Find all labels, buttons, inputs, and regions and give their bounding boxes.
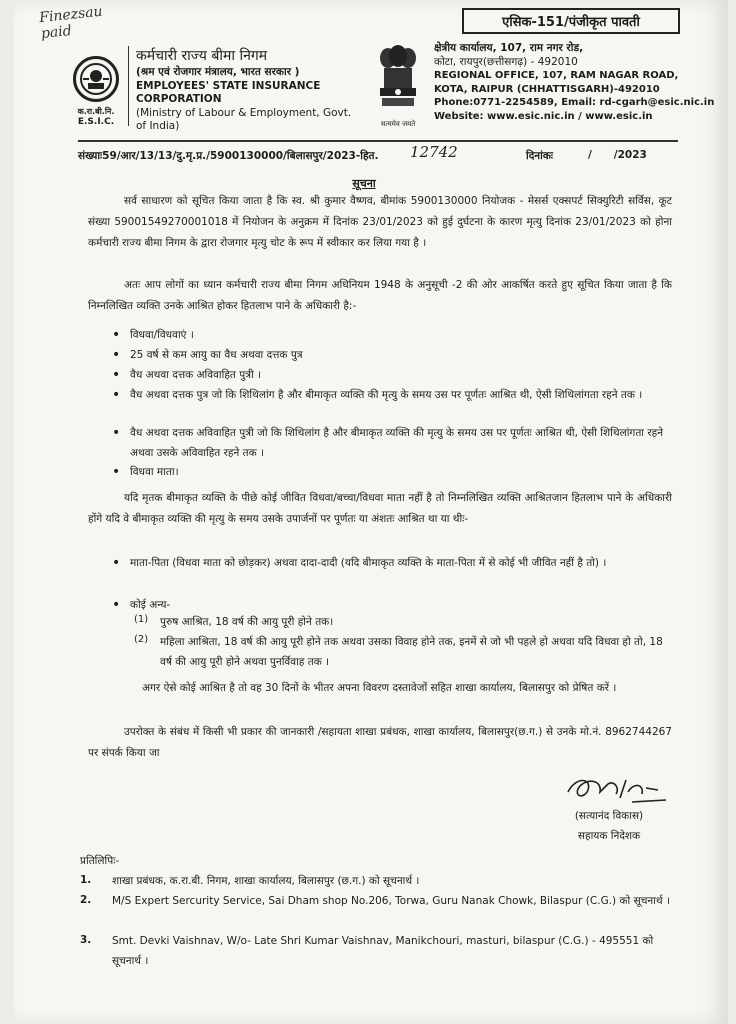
notice-heading: सूचना xyxy=(352,177,376,190)
notice-paragraph-1: सर्व साधारण को सूचित किया जाता है कि स्व. श्री कुमार वैष्णव, बीमांक 5900130000 नियोजक - मेसर्स एक्सपर्ट सिक्युरिटी सर्विस, कूट संख्या 59001549270001018 में नियोजन के अनुक्रम में दिनांक 23/01/2023 को हुई दुर्घटना के कारण मृत्यु दिनांक 23/01/2023 को होना कर्मचारी राज्य बीमा निगम के द्वारा रोजगार मृत्यु चोट के रूप में स्वीकार कर लिया गया है । xyxy=(88,195,672,249)
dependent-item: • 25 वर्ष से कम आयु का वैध अथवा दत्तक पुत्र xyxy=(130,345,670,365)
sub-item-text: महिला आश्रिता, 18 वर्ष की आयु पूरी होने तक अथवा उसका विवाह होने तक, इनमें से जो भी पहले हो अथवा यदि विधवा हो तो, 18 वर्ष की आयु पूरी होने अथवा पुनर्विवाह तक । xyxy=(160,636,663,668)
org-block xyxy=(136,46,356,134)
date-label: दिनांकः xyxy=(526,150,554,162)
national-emblem xyxy=(368,44,428,129)
regional-english-2: KOTA, RAIPUR (CHHATTISGARH)-492010 xyxy=(434,83,660,95)
dependent-item: • वैध अथवा दत्तक अविवाहित पुत्री जो कि शिथिलांग है और बीमाकृत व्यक्ति की मृत्यु के समय उस पर पूर्णतः आश्रित थी, ऐसी शिथिलांगता रहने अथवा उसके अविवाहित रहने तक । xyxy=(130,423,670,463)
dependent-item: • वैध अथवा दत्तक पुत्र जो कि शिथिलांग है और बीमाकृत व्यक्ति की मृत्यु के समय उस पर पूर्णतः आश्रित थी, ऐसी शिथिलांगता रहने तक । xyxy=(130,385,670,405)
contact-website: Website: www.esic.nic.in / www.esic.in xyxy=(434,110,653,122)
dependent-item: • वैध अथवा दत्तक अविवाहित पुत्री । xyxy=(130,365,670,385)
org-name-english-2: CORPORATION xyxy=(136,93,222,105)
reference-number: संख्याः59/आर/13/13/दु.मृ.प्र./5900130000/बिलासपुर/2023-हित. xyxy=(78,150,379,162)
sub-item-number: (1) xyxy=(134,614,149,625)
copies-label: प्रतिलिपिः- xyxy=(80,855,120,867)
ashoka-emblem-icon xyxy=(374,44,422,116)
handwritten-reference: 12742 xyxy=(410,143,458,161)
regional-hindi-1: क्षेत्रीय कार्यालय, 107, राम नगर रोड, xyxy=(434,42,584,54)
sub-item-text: पुरुष आश्रित, 18 वर्ष की आयु पूरी होने तक। xyxy=(160,616,334,628)
copy-number: 2. xyxy=(80,894,92,906)
notice-paragraph-2: अतः आप लोगों का ध्यान कर्मचारी राज्य बीमा निगम अधिनियम 1948 के अनुसूची -2 की ओर आकर्षित करते हुए सूचित किया जाता है कि निम्नलिखित व्यक्ति उनके आश्रित होकर हितलाभ पाने के अधिकारी है:- xyxy=(88,279,672,312)
esic-logo xyxy=(68,56,124,127)
dependent-item: • विधवा माता। xyxy=(130,462,670,482)
org-ministry-english-2: of India) xyxy=(136,120,180,132)
notice-paragraph-3: यदि मृतक बीमाकृत व्यक्ति के पीछे कोई जीवित विधवा/बच्चा/विधवा माता नहीं है तो निम्नलिखित व्यक्ति आश्रितजान हितलाभ पाने के अधिकारी होंगे यदि वे बीमाकृत व्यक्ति की मृत्यु के समय उसके उपार्जनों पर पूर्णतः या अंशतः आश्रित था या थीः- xyxy=(88,492,672,525)
signatory-name: (सत्यानंद विकास) xyxy=(574,810,644,822)
header-divider xyxy=(128,46,129,126)
dependent-item: • विधवा/विधवाएं । xyxy=(130,325,670,345)
other-dependent-item: • कोई अन्य- xyxy=(130,595,670,615)
copy-item-text: Smt. Devki Vaishnav, W/o- Late Shri Kumar Vaishnav, Manikchouri, masturi, bilaspur (C.G.) - 495551 को सूचनार्थ । xyxy=(112,935,654,967)
date-value: / /2023 xyxy=(588,149,647,161)
org-ministry-hindi: (श्रम एवं रोजगार मंत्रालय, भारत सरकार ) xyxy=(136,66,300,78)
copy-number: 1. xyxy=(80,874,92,886)
sub-item-number: (2) xyxy=(134,634,149,645)
copy-item-text: M/S Expert Sercurity Service, Sai Dham shop No.206, Torwa, Guru Nanak Chowk, Bilaspur (C.G.) को सूचनार्थ । xyxy=(112,895,670,907)
org-name-english-1: EMPLOYEES' STATE INSURANCE xyxy=(136,79,321,92)
other-dependent-item: • माता-पिता (विधवा माता को छोड़कर) अथवा दादा-दादी (यदि बीमाकृत व्यक्ति के माता-पिता में से कोई भी जीवित नहीं है तो) । xyxy=(130,553,670,573)
signature-scribble-icon xyxy=(562,772,672,808)
handwritten-note: Finezsau paid xyxy=(38,3,104,43)
emblem-caption: सत्यमेव जयते xyxy=(380,120,416,128)
document-page xyxy=(14,0,728,1024)
copy-number: 3. xyxy=(80,934,92,946)
register-box: एसिक-151/पंजीकृत पावती xyxy=(462,8,680,34)
logo-caption-hindi: क.रा.बी.नि. xyxy=(77,107,115,116)
contact-phone-email: Phone:0771-2254589, Email: rd-cgarh@esic.nic.in xyxy=(434,97,715,108)
esic-logo-icon xyxy=(73,56,119,102)
header-rule xyxy=(78,140,678,142)
org-ministry-english-1: (Ministry of Labour & Employment, Govt. xyxy=(136,106,352,119)
notice-paragraph-5: उपरोक्त के संबंध में किसी भी प्रकार की जानकारी /सहायता शाखा प्रबंधक, शाखा कार्यालय, बिलासपुर(छ.ग.) से उनके मो.नं. 8962744267 पर संपर्क किया जा xyxy=(88,726,672,759)
notice-paragraph-4: अगर ऐसे कोई आश्रित है तो वह 30 दिनों के भीतर अपना विवरण दस्तावेजों सहित शाखा कार्यालय, बिलासपुर को प्रेषित करें । xyxy=(142,682,617,694)
copy-item-text: शाखा प्रबंधक, क.रा.बी. निगम, शाखा कार्यालय, बिलासपुर (छ.ग.) को सूचनार्थ । xyxy=(112,875,420,887)
logo-caption-english: E.S.I.C. xyxy=(77,117,115,127)
regional-office-block xyxy=(434,42,724,123)
signatory-designation: सहायक निदेशक xyxy=(577,830,641,842)
regional-hindi-2: कोटा, रायपुर(छत्तीसगढ़) - 492010 xyxy=(434,55,578,68)
regional-english-1: REGIONAL OFFICE, 107, RAM NAGAR ROAD, xyxy=(434,70,679,81)
signature xyxy=(562,772,672,808)
org-name-hindi: कर्मचारी राज्य बीमा निगम xyxy=(136,48,268,64)
